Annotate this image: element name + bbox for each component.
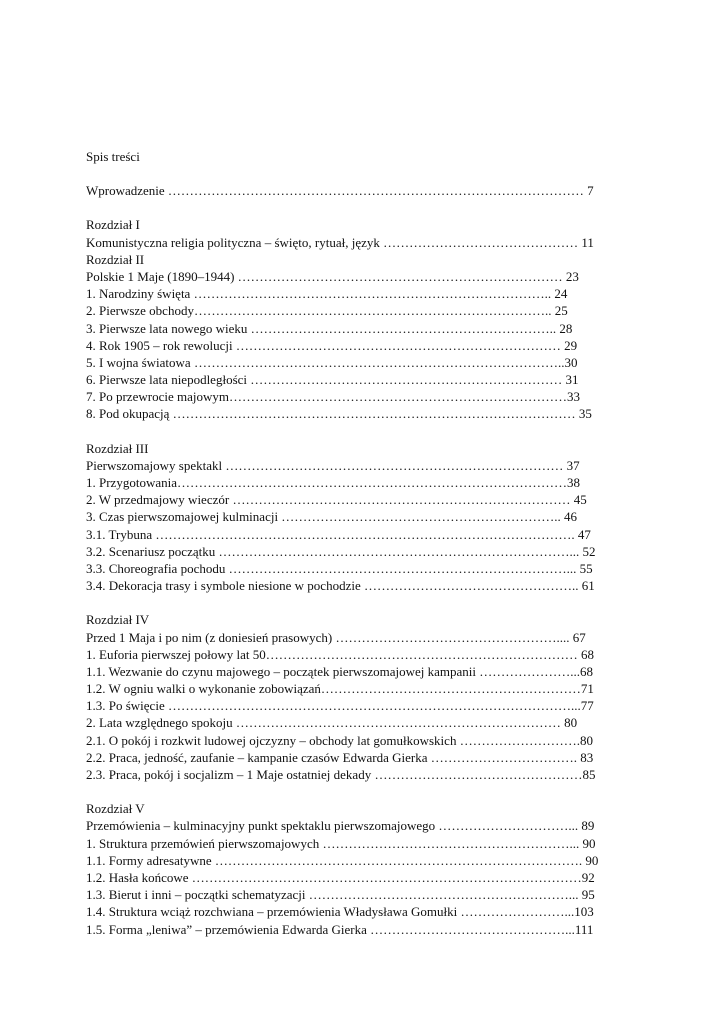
toc-entry: 1. Struktura przemówień pierwszomajowych …………………………………………………... 90 <box>86 835 596 851</box>
toc-entry: Przemówienia – kulminacyjny punkt spektaklu pierwszomajowego …………………………... 89 <box>86 818 595 834</box>
chapter-heading: Rozdział V <box>86 801 145 817</box>
section-gap <box>86 783 642 800</box>
toc-entry: 7. Po przewrocie majowym……………………………………………………………………33 <box>86 389 580 405</box>
toc-entry: Wprowadzenie …………………………………………………………………………………… 7 <box>86 183 594 199</box>
toc-entry: 3. Czas pierwszomajowej kulminacji ……………………………………………………….. 46 <box>86 509 578 525</box>
toc-entry: 2.3. Praca, pokój i socjalizm – 1 Maje ostatniej dekady …………………………………………85 <box>86 767 596 782</box>
toc-entry: 3.2. Scenariusz początku ………………………………………………………………………... 52 <box>86 543 596 559</box>
chapter-heading: Rozdział III <box>86 440 149 456</box>
toc-entry: Komunistyczna religia polityczna – święto, rytuał, język ……………………………………… 11 <box>86 234 594 250</box>
toc-entry: 8. Pod okupacją ………………………………………………………………………………… 35 <box>86 406 592 422</box>
toc-entry: 1.3. Bierut i inni – początki schematyzacji ……………………………………………………... 95 <box>86 887 595 903</box>
section-gap <box>86 423 642 440</box>
chapter-heading: Rozdział IV <box>86 612 150 628</box>
toc-entry: 1.3. Po święcie …………………………………………………………………………………...77 <box>86 698 594 714</box>
toc-entry: 1. Narodziny święta ……………………………………………………………………….. 24 <box>86 286 568 302</box>
toc-entry: 3.4. Dekoracja trasy i symbole niesione w pochodzie ………………………………………….. 61 <box>86 578 595 594</box>
toc-section-chapter-4 <box>86 611 642 783</box>
section-gap <box>86 594 642 611</box>
toc-entry: 1.4. Struktura wciąż rozchwiana – przemówienia Władysława Gomułki ……………………...103 <box>86 904 594 920</box>
toc-entry: 3. Pierwsze lata nowego wieku …………………………………………………………….. 28 <box>86 320 573 336</box>
chapter-heading: Rozdział II <box>86 251 145 267</box>
toc-entry: 1.2. W ogniu walki o wykonanie zobowiązań……………………………………………………71 <box>86 681 594 697</box>
toc-entry: 1. Euforia pierwszej połowy lat 50……………………………………………………………… 68 <box>86 646 595 662</box>
toc-entry: 5. I wojna światowa …………………………………………………………………………..30 <box>86 354 578 370</box>
toc-section-chapter-5 <box>86 800 642 938</box>
toc-entry: 4. Rok 1905 – rok rewolucji ………………………………………………………………… 29 <box>86 337 578 353</box>
toc-entry: 1.2. Hasła końcowe ………………………………………………………………………………92 <box>86 869 595 885</box>
toc-entry: 3.1. Trybuna ……………………………………………………………………………………. 47 <box>86 526 591 542</box>
toc-entry: 2. Pierwsze obchody……………………………………………………………………….. 25 <box>86 303 568 319</box>
section-gap <box>86 199 642 216</box>
toc-section-chapter-3 <box>86 440 642 595</box>
toc-entry: 2.2. Praca, jedność, zaufanie – kampanie czasów Edwarda Gierka ……………………………. 83 <box>86 749 594 765</box>
toc-entry: Przed 1 Maja i po nim (z doniesień prasowych) …………………………………………….... 67 <box>86 629 586 645</box>
toc-entry: 1.1. Formy adresatywne …………………………………………………………………………. 90 <box>86 852 599 868</box>
toc-entry: Pierwszomajowy spektakl …………………………………………………………………… 37 <box>86 457 580 473</box>
toc-section-intro <box>86 182 642 199</box>
toc-entry: 6. Pierwsze lata niepodległości ……………………………………………………………… 31 <box>86 372 579 388</box>
toc-entry: 3.3. Choreografia pochodu ……………………………………………………………………... 55 <box>86 560 593 576</box>
toc-entry: 1. Przygotowania………………………………………………………………………………38 <box>86 475 580 490</box>
toc-entry: 1.1. Wezwanie do czynu majowego – początek pierwszomajowej kampanii …………………...68 <box>86 663 594 679</box>
toc-entry: 2. Lata względnego spokoju ………………………………………………………………… 80 <box>86 715 578 731</box>
toc-section-chapter-1-2 <box>86 216 642 422</box>
table-of-contents <box>86 148 642 938</box>
toc-entry: 1.5. Forma „leniwa” – przemówienia Edwarda Gierka ………………………………………...111 <box>86 921 594 937</box>
page-title: Spis treści <box>86 149 140 164</box>
toc-entry: Polskie 1 Maje (1890–1944) ………………………………………………………………… 23 <box>86 268 579 284</box>
toc-entry: 2.1. O pokój i rozkwit ludowej ojczyzny – obchody lat gomułkowskich ……………………….80 <box>86 732 593 748</box>
chapter-heading: Rozdział I <box>86 217 140 233</box>
toc-entry: 2. W przedmajowy wieczór …………………………………………………………………… 45 <box>86 492 587 508</box>
